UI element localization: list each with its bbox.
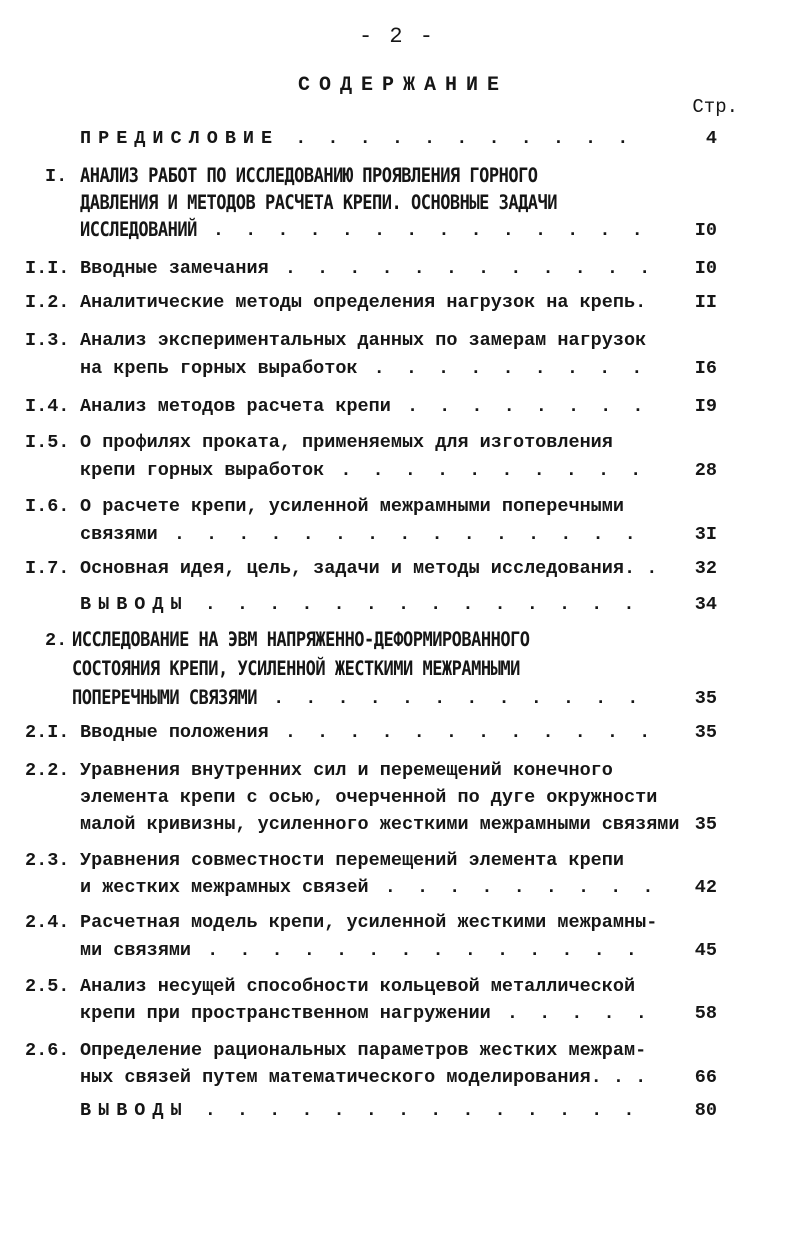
toc-line bbox=[80, 814, 680, 835]
toc-line bbox=[80, 128, 633, 149]
leader-dots: . . . . . bbox=[490, 1003, 652, 1024]
toc-line bbox=[80, 912, 657, 933]
page-title: СОДЕРЖАНИЕ bbox=[297, 74, 509, 97]
toc-line bbox=[80, 976, 635, 997]
toc-entry-text: и жестких межрамных связей bbox=[80, 877, 369, 898]
toc-page-number: 66 bbox=[694, 1067, 717, 1088]
toc-line bbox=[80, 722, 655, 743]
toc-entry-text: Анализ экспериментальных данных по замерам нагрузок bbox=[80, 330, 647, 351]
toc-entry-text: Анализ несущей способности кольцевой металлической bbox=[80, 976, 636, 997]
toc-entry-number: I.5. bbox=[25, 432, 70, 453]
leader-dots: . . . . . . . . . bbox=[357, 358, 648, 379]
toc-entry-text: малой кривизны, усиленного жесткими межрамными связями bbox=[80, 814, 680, 835]
toc-page-number: II bbox=[694, 292, 717, 313]
toc-entry-text: Вводные замечания bbox=[80, 258, 269, 279]
leader-dots: . . . . . . . . . . . . bbox=[268, 258, 656, 279]
leader-dots: . . . . . . . . . . . . . . bbox=[188, 1100, 640, 1121]
toc-line bbox=[80, 193, 557, 214]
leader-dots: . . . . . . . . . . bbox=[324, 460, 647, 481]
toc-page-number: 28 bbox=[694, 460, 717, 481]
toc-page-number: 35 bbox=[694, 722, 717, 743]
toc-entry-text: ИССЛЕДОВАНИЕ НА ЭВМ НАПРЯЖЕННО-ДЕФОРМИРОВАННОГО bbox=[72, 628, 530, 652]
toc-line bbox=[80, 877, 659, 898]
toc-entry-text: ДАВЛЕНИЯ И МЕТОДОВ РАСЧЕТА КРЕПИ. ОСНОВНЫЕ ЗАДАЧИ bbox=[80, 191, 558, 215]
toc-line bbox=[80, 432, 613, 453]
toc-entry-text: Уравнения совместности перемещений элемента крепи bbox=[80, 850, 624, 871]
toc-page-number: 4 bbox=[705, 128, 717, 149]
toc-entry-number: 2.5. bbox=[25, 976, 70, 997]
toc-page-number: 34 bbox=[694, 594, 717, 615]
toc-entry-text: СОСТОЯНИЯ КРЕПИ, УСИЛЕННОЙ ЖЕСТКИМИ МЕЖРАМНЫМИ bbox=[72, 657, 520, 681]
toc-entry-number: 2. bbox=[45, 630, 68, 651]
leader-dots: . . . . . . . . . . . . bbox=[256, 688, 644, 709]
toc-entry-text: элемента крепи с осью, очерченной по дуге окружности bbox=[80, 787, 658, 808]
toc-page-number: I9 bbox=[694, 396, 717, 417]
toc-entry-number: I.4. bbox=[25, 396, 70, 417]
toc-page-number: 3I bbox=[694, 524, 717, 545]
toc-entry-text: Анализ методов расчета крепи bbox=[80, 396, 391, 417]
toc-entry-text: Вводные положения bbox=[80, 722, 269, 743]
toc-line bbox=[80, 558, 657, 579]
toc-line bbox=[80, 220, 648, 241]
toc-line bbox=[80, 524, 641, 545]
leader-dots: . . . . . . . . . . . . bbox=[268, 722, 656, 743]
toc-entry-number: 2.I. bbox=[25, 722, 70, 743]
toc-line bbox=[80, 1040, 646, 1061]
toc-page-number: 45 bbox=[694, 940, 717, 961]
toc-entry-text: ми связями bbox=[80, 940, 192, 961]
toc-entry-text: Определение рациональных параметров жестких межрам- bbox=[80, 1040, 647, 1061]
toc-line bbox=[80, 460, 646, 481]
toc-entry-number: 2.6. bbox=[25, 1040, 70, 1061]
toc-entry-text: крепи горных выработок bbox=[80, 460, 325, 481]
toc-line bbox=[80, 358, 647, 379]
toc-page-number: I0 bbox=[694, 220, 717, 241]
leader-dots: . . . . . . . . bbox=[390, 396, 649, 417]
toc-entry-text: О профилях проката, применяемых для изготовления bbox=[80, 432, 613, 453]
toc-entry-number: 2.3. bbox=[25, 850, 70, 871]
toc-entry-text: ПОПЕРЕЧНЫМИ СВЯЗЯМИ bbox=[72, 686, 257, 710]
toc-entry-number: I.3. bbox=[25, 330, 70, 351]
toc-entry-text: ВЫВОДЫ bbox=[80, 1100, 189, 1121]
toc-line bbox=[80, 940, 642, 961]
leader-dots: . . . . . . . . . . . . . . . bbox=[157, 524, 641, 545]
toc-entry-text: Основная идея, цель, задачи и методы исследования. . bbox=[80, 558, 658, 579]
toc-entry-number: I.7. bbox=[25, 558, 70, 579]
toc-entry-text: О расчете крепи, усиленной межрамными поперечными bbox=[80, 496, 624, 517]
toc-line bbox=[80, 258, 655, 279]
toc-entry-number: I.2. bbox=[25, 292, 70, 313]
leader-dots: . . . . . . . . . . . . . . bbox=[196, 220, 648, 241]
toc-entry-text: на крепь горных выработок bbox=[80, 358, 358, 379]
toc-entry-text: Уравнения внутренних сил и перемещений конечного bbox=[80, 760, 613, 781]
toc-page-number: I0 bbox=[694, 258, 717, 279]
leader-dots: . . . . . . . . . . . . . . bbox=[188, 594, 640, 615]
page-number: - 2 - bbox=[358, 24, 435, 49]
toc-page-number: 42 bbox=[694, 877, 717, 898]
leader-dots: . . . . . . . . . . . bbox=[279, 128, 634, 149]
toc-line bbox=[80, 496, 624, 517]
toc-entry-text: ных связей путем математического моделирования. . . bbox=[80, 1067, 647, 1088]
toc-entry-text: ПРЕДИСЛОВИЕ bbox=[80, 128, 280, 149]
toc-line bbox=[80, 787, 657, 808]
toc-page-number: 32 bbox=[694, 558, 717, 579]
toc-line bbox=[80, 1100, 639, 1121]
toc-entry-text: связями bbox=[80, 524, 158, 545]
toc-page-number: 80 bbox=[694, 1100, 717, 1121]
toc-page-number: 35 bbox=[694, 814, 717, 835]
toc-line bbox=[72, 630, 530, 651]
toc-line bbox=[80, 330, 646, 351]
toc-entry-text: ИССЛЕДОВАНИЙ bbox=[80, 218, 197, 242]
toc-entry-text: Аналитические методы определения нагрузок на крепь. bbox=[80, 292, 647, 313]
toc-line bbox=[80, 166, 538, 187]
leader-dots: . . . . . . . . . bbox=[368, 877, 659, 898]
toc-page-number: 35 bbox=[694, 688, 717, 709]
toc-line bbox=[80, 594, 639, 615]
toc-line bbox=[72, 688, 643, 709]
toc-page-number: I6 bbox=[694, 358, 717, 379]
toc-entry-text: ВЫВОДЫ bbox=[80, 594, 189, 615]
toc-line bbox=[80, 396, 649, 417]
toc-entry-number: 2.2. bbox=[25, 760, 70, 781]
toc-line bbox=[80, 850, 624, 871]
toc-entry-number: I.6. bbox=[25, 496, 70, 517]
toc-line bbox=[80, 1003, 652, 1024]
leader-dots: . . . . . . . . . . . . . . bbox=[191, 940, 642, 961]
toc-entry-number: I.I. bbox=[25, 258, 70, 279]
toc-line bbox=[80, 1067, 646, 1088]
toc-line bbox=[80, 760, 613, 781]
toc-line bbox=[72, 659, 520, 680]
toc-entry-text: АНАЛИЗ РАБОТ ПО ИССЛЕДОВАНИЮ ПРОЯВЛЕНИЯ ГОРНОГО bbox=[80, 164, 538, 188]
toc-entry-text: Расчетная модель крепи, усиленной жесткими межрамны- bbox=[80, 912, 658, 933]
toc-entry-number: 2.4. bbox=[25, 912, 70, 933]
toc-page-number: 58 bbox=[694, 1003, 717, 1024]
toc-entry-number: I. bbox=[45, 166, 68, 187]
toc-entry-text: крепи при пространственном нагружении bbox=[80, 1003, 491, 1024]
toc-line bbox=[80, 292, 646, 313]
page-column-header: Стр. bbox=[692, 96, 738, 118]
